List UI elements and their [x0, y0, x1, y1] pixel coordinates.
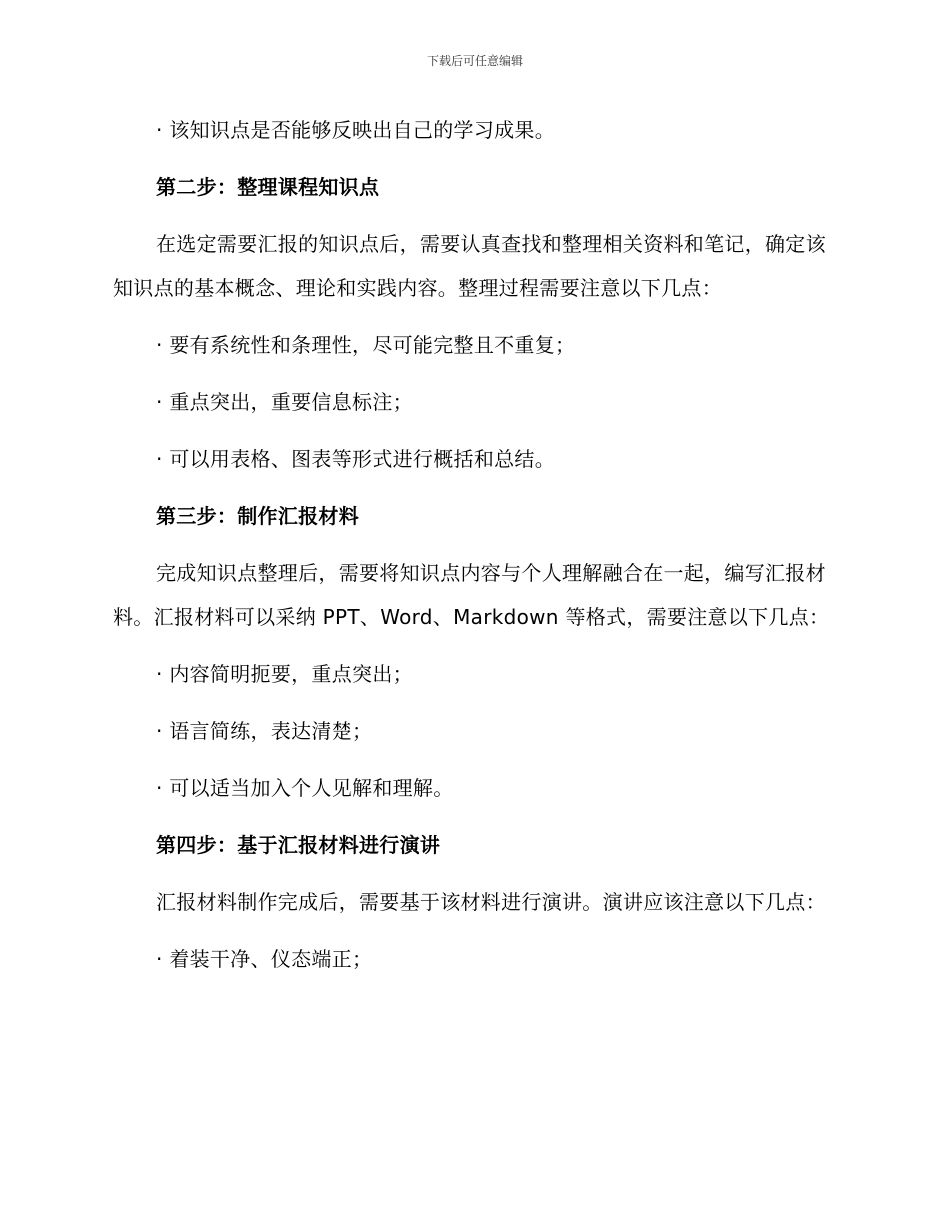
- bullet-item: · 内容简明扼要，重点突出；: [156, 662, 413, 686]
- bullet-item: · 要有系统性和条理性，尽可能完整且不重复；: [156, 333, 576, 357]
- body-paragraph: 在选定需要汇报的知识点后，需要认真查找和整理相关资料和笔记，确定该知识点的基本概念、理论和实践内容。整理过程需要注意以下几点：: [113, 232, 826, 300]
- section-heading: 第四步：基于汇报材料进行演讲: [156, 833, 441, 857]
- bullet-item: · 重点突出，重要信息标注；: [156, 390, 413, 414]
- body-paragraph: 汇报材料制作完成后，需要基于该材料进行演讲。演讲应该注意以下几点：: [156, 890, 826, 914]
- section-heading: 第三步：制作汇报材料: [156, 504, 359, 528]
- bullet-item: · 该知识点是否能够反映出自己的学习成果。: [156, 118, 556, 142]
- bullet-item: · 语言简练，表达清楚；: [156, 719, 373, 743]
- bullet-item: · 着装干净、仪态端正；: [156, 947, 373, 971]
- bullet-item: · 可以用表格、图表等形式进行概括和总结。: [156, 447, 556, 471]
- section-heading: 第二步：整理课程知识点: [156, 175, 380, 199]
- document-body: [113, 108, 833, 981]
- bullet-item: · 可以适当加入个人见解和理解。: [156, 776, 454, 800]
- page-header: 下载后可任意编辑: [426, 54, 523, 68]
- body-paragraph: 完成知识点整理后，需要将知识点内容与个人理解融合在一起，编写汇报材料。汇报材料可以采纳 PPT、Word、Markdown 等格式，需要注意以下几点：: [113, 561, 830, 629]
